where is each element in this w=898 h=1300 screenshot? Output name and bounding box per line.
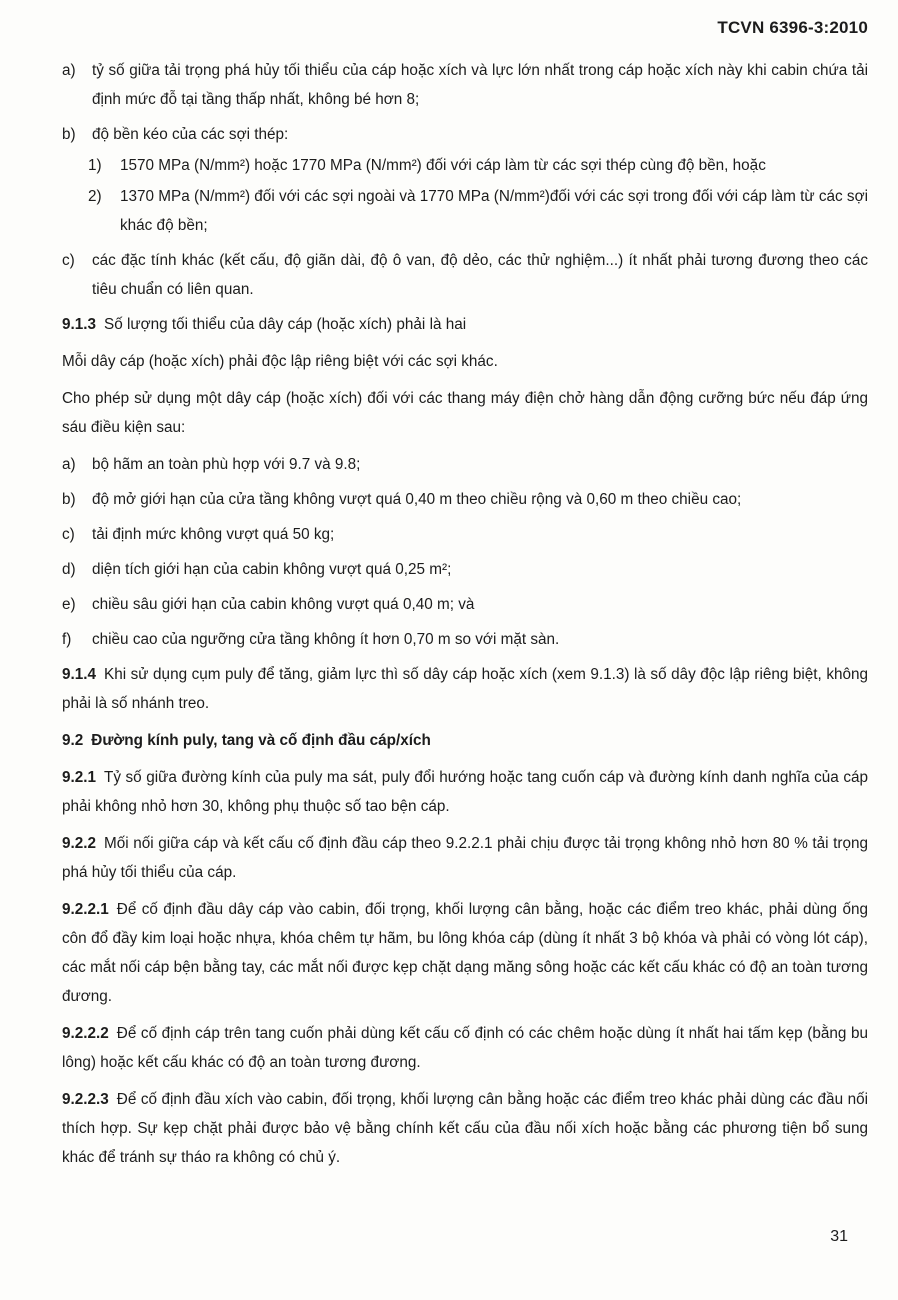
clause-text: Để cố định đầu dây cáp vào cabin, đối trọng, khối lượng cân bằng, hoặc các điểm treo khác, phải dùng ống côn đổ đầy kim loại hoặc nhựa, khóa chêm tự hãm, bu lông khóa cáp (dùng ít nhất 3 bộ khóa và phải có vòng lót cáp), các mắt nối cáp bện bằng tay, các mắt nối được kẹp chặt dạng măng sông hoặc các kết cấu khác có độ an toàn tương đương.	[62, 901, 868, 1005]
item-label: a)	[62, 456, 76, 473]
item-text: chiều cao của ngưỡng cửa tầng không ít hơn 0,70 m so với mặt sàn.	[92, 631, 560, 648]
item-label: e)	[62, 596, 76, 613]
clause-number: 9.1.4	[62, 666, 97, 683]
item-text: tỷ số giữa tải trọng phá hủy tối thiểu của cáp hoặc xích và lực lớn nhất trong cáp hoặc xích này khi cabin chứa tải định mức đỗ tại tầng thấp nhất, không bé hơn 8;	[92, 62, 868, 108]
clause-number: 9.2.1	[62, 769, 97, 786]
clause-text: Tỷ số giữa đường kính của puly ma sát, puly đổi hướng hoặc tang cuốn cáp và đường kính danh nghĩa của cáp phải không nhỏ hơn 30, không phụ thuộc số tao bện cáp.	[62, 769, 868, 815]
clause-number: 9.2.2.3	[62, 1091, 109, 1108]
clause-text: Để cố định cáp trên tang cuốn phải dùng kết cấu cố định có các chêm hoặc dùng ít nhất hai tấm kẹp (bằng bu lông) hoặc kết cấu khác có độ an toàn tương đương.	[62, 1025, 868, 1071]
list-item	[62, 520, 868, 549]
item-text: chiều sâu giới hạn của cabin không vượt quá 0,40 m; và	[92, 596, 475, 613]
clause-number: 9.2.2	[62, 835, 97, 852]
item-label: 1)	[88, 157, 102, 174]
item-text: 1370 MPa (N/mm²) đối với các sợi ngoài và 1770 MPa (N/mm²)đối với các sợi trong đối với cáp làm từ các sợi khác độ bền;	[120, 188, 868, 234]
clause-9-2-2-3	[62, 1085, 868, 1172]
page-body	[62, 56, 868, 1180]
list-item	[62, 590, 868, 619]
clause-number: 9.1.3	[62, 316, 97, 333]
list-item	[62, 450, 868, 479]
clause-text: Số lượng tối thiểu của dây cáp (hoặc xích) phải là hai	[104, 316, 467, 333]
paragraph: Mỗi dây cáp (hoặc xích) phải độc lập riêng biệt với các sợi khác.	[62, 353, 498, 370]
section-heading	[62, 726, 868, 755]
sub-list-item	[88, 151, 868, 180]
list-item	[62, 120, 868, 149]
item-label: d)	[62, 561, 76, 578]
clause-number: 9.2.2.2	[62, 1025, 109, 1042]
item-label: c)	[62, 252, 75, 269]
item-text: 1570 MPa (N/mm²) hoặc 1770 MPa (N/mm²) đối với cáp làm từ các sợi thép cùng độ bền, hoặc	[120, 157, 766, 174]
list-item	[62, 555, 868, 584]
clause-9-1-4	[62, 660, 868, 718]
clause-9-1-3	[62, 310, 868, 339]
item-text: độ bền kéo của các sợi thép:	[92, 126, 289, 143]
paragraph: Cho phép sử dụng một dây cáp (hoặc xích) đối với các thang máy điện chở hàng dẫn động cưỡng bức nếu đáp ứng sáu điều kiện sau:	[62, 390, 868, 436]
item-label: b)	[62, 491, 76, 508]
clause-9-2-2	[62, 829, 868, 887]
item-text: bộ hãm an toàn phù hợp với 9.7 và 9.8;	[92, 456, 361, 473]
item-text: độ mở giới hạn của cửa tầng không vượt quá 0,40 m theo chiều rộng và 0,60 m theo chiều cao;	[92, 491, 742, 508]
item-label: 2)	[88, 188, 102, 205]
clause-9-2-1	[62, 763, 868, 821]
item-label: a)	[62, 62, 76, 79]
page-number: 31	[830, 1228, 848, 1245]
item-label: c)	[62, 526, 75, 543]
item-text: tải định mức không vượt quá 50 kg;	[92, 526, 335, 543]
list-item	[62, 625, 868, 654]
clause-9-2-2-1	[62, 895, 868, 1011]
list-item	[62, 485, 868, 514]
list-item	[62, 56, 868, 114]
item-label: b)	[62, 126, 76, 143]
item-text: diện tích giới hạn của cabin không vượt quá 0,25 m²;	[92, 561, 452, 578]
clause-9-2-2-2	[62, 1019, 868, 1077]
sub-list-item	[88, 182, 868, 240]
clause-number: 9.2.2.1	[62, 901, 109, 918]
clause-text: Khi sử dụng cụm puly để tăng, giảm lực thì số dây cáp hoặc xích (xem 9.1.3) là số dây độc lập riêng biệt, không phải là số nhánh treo.	[62, 666, 868, 712]
item-text: các đặc tính khác (kết cấu, độ giãn dài, độ ô van, độ dẻo, các thử nghiệm...) ít nhất phải tương đương theo các tiêu chuẩn có liên quan.	[92, 252, 868, 298]
item-label: f)	[62, 631, 72, 648]
section-number: 9.2	[62, 732, 84, 749]
section-title: Đường kính puly, tang và cố định đầu cáp/xích	[91, 732, 431, 749]
list-item	[62, 246, 868, 304]
standard-code: TCVN 6396-3:2010	[717, 18, 868, 37]
clause-text: Để cố định đầu xích vào cabin, đối trọng, khối lượng cân bằng hoặc các điểm treo khác phải dùng các đầu nối thích hợp. Sự kẹp chặt phải được bảo vệ bằng chính kết cấu của đầu nối xích hoặc bằng các phương tiện bổ sung khác để tránh sự tháo ra không có chủ ý.	[62, 1091, 868, 1166]
clause-text: Mối nối giữa cáp và kết cấu cố định đầu cáp theo 9.2.2.1 phải chịu được tải trọng không nhỏ hơn 80 % tải trọng phá hủy tối thiểu của cáp.	[62, 835, 868, 881]
